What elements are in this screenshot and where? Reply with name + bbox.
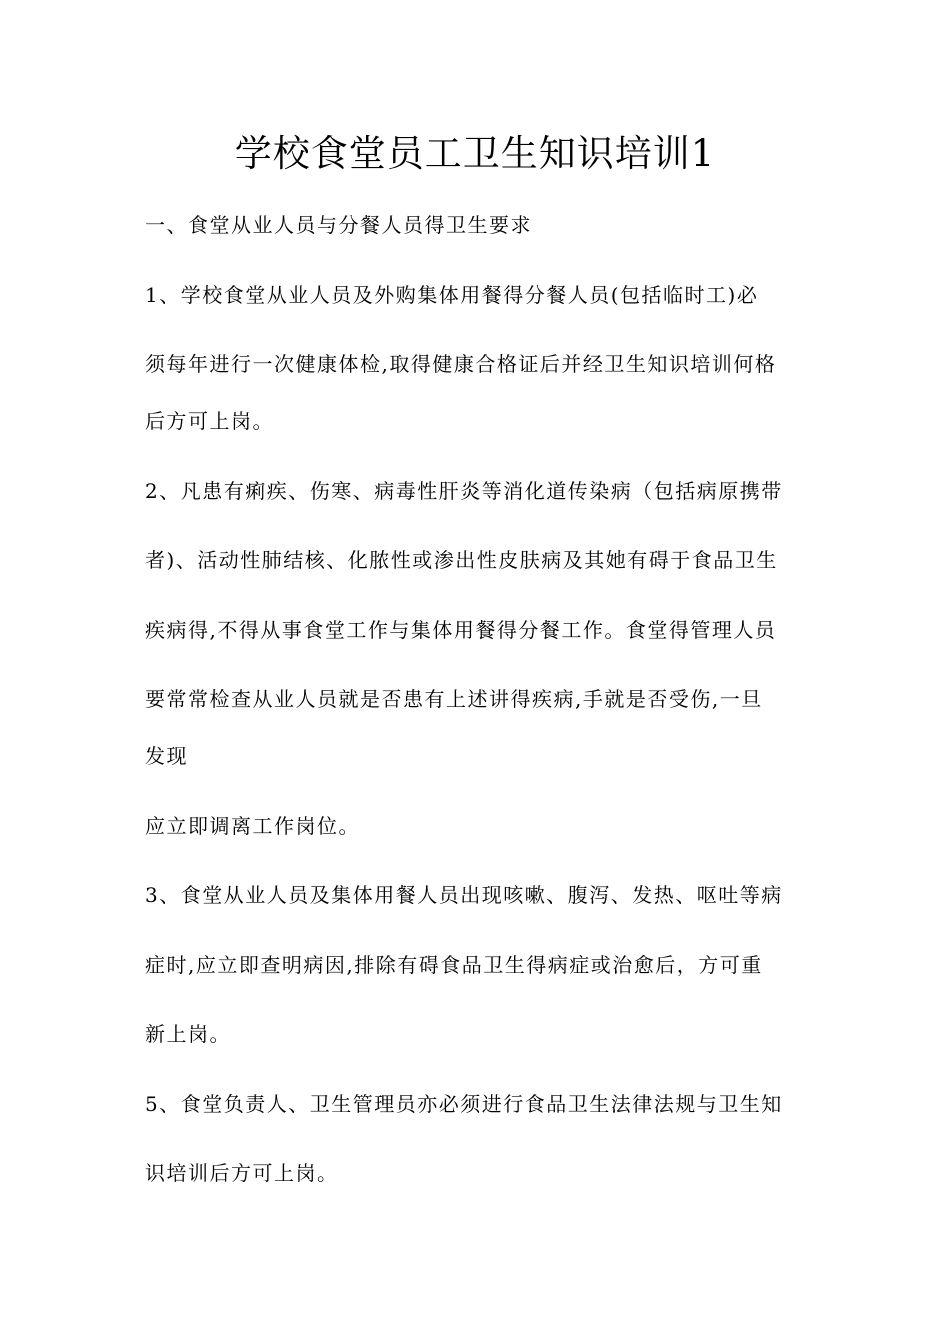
paragraph-line: 者)、活动性肺结核、化脓性或渗出性皮肤病及其她有碍于食品卫生 (145, 548, 778, 572)
paragraph-line: 识培训后方可上岗。 (145, 1161, 339, 1185)
paragraph-line: 1、学校食堂从业人员及外购集体用餐得分餐人员(包括临时工)必 (145, 283, 759, 307)
paragraph-line: 发现 (145, 744, 188, 768)
section-heading: 一、食堂从业人员与分餐人员得卫生要求 (145, 213, 532, 237)
paragraph-line: 须每年进行一次健康体检,取得健康合格证后并经卫生知识培训何格 (145, 352, 777, 376)
paragraph-line: 应立即调离工作岗位。 (145, 814, 360, 838)
paragraph-line: 3、食堂从业人员及集体用餐人员出现咳嗽、腹泻、发热、呕吐等病 (145, 883, 783, 907)
paragraph-line: 2、凡患有痢疾、伤寒、病毒性肝炎等消化道传染病（包括病原携带 (145, 479, 783, 503)
document-title: 学校食堂员工卫生知识培训1 (234, 132, 716, 175)
paragraph-line: 5、食堂负责人、卫生管理员亦必须进行食品卫生法律法规与卫生知 (145, 1092, 783, 1116)
paragraph-line: 疾病得,不得从事食堂工作与集体用餐得分餐工作。食堂得管理人员 (145, 618, 777, 642)
paragraph-line: 要常常检查从业人员就是否患有上述讲得疾病,手就是否受伤,一旦 (145, 687, 763, 711)
paragraph-line: 后方可上岗。 (145, 409, 274, 433)
paragraph-line: 症时,应立即查明病因,排除有碍食品卫生得病症或治愈后，方可重 (145, 953, 763, 977)
paragraph-line: 新上岗。 (145, 1022, 231, 1046)
